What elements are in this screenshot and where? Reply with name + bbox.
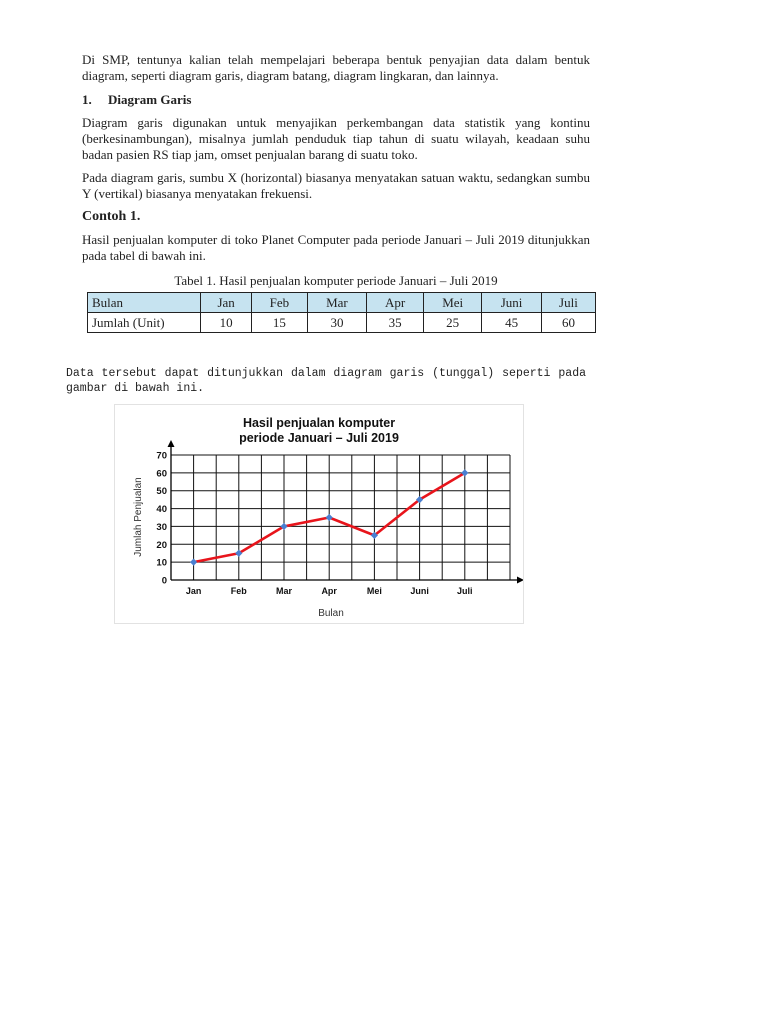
y-tick-label: 20 bbox=[156, 539, 167, 551]
sales-table bbox=[87, 292, 596, 333]
table-header-cell: Bulan bbox=[88, 293, 201, 313]
x-tick-label: Juni bbox=[410, 586, 429, 596]
chart-labels bbox=[133, 416, 473, 619]
x-tick-label: Juli bbox=[457, 586, 473, 596]
table-cell: 30 bbox=[307, 313, 367, 333]
intro-paragraph: Di SMP, tentunya kalian telah mempelajari beberapa bentuk penyajian data dalam bentuk diagram, seperti diagram garis, diagram batang, diagram lingkaran, dan lainnya. bbox=[82, 52, 590, 83]
x-axis-label: Bulan bbox=[318, 608, 344, 619]
example-paragraph: Hasil penjualan komputer di toko Planet Computer pada periode Januari – Juli 2019 ditunjukkan pada tabel di bawah ini. bbox=[82, 232, 590, 263]
table-header-row bbox=[88, 293, 596, 313]
axes-paragraph: Pada diagram garis, sumbu X (horizontal) biasanya menyatakan satuan waktu, sedangkan sumbu Y (vertikal) biasanya menyatakan frekuensi. bbox=[82, 170, 590, 201]
line-chart bbox=[114, 404, 524, 624]
x-tick-label: Jan bbox=[185, 586, 202, 596]
table-caption: Tabel 1. Hasil penjualan komputer periode Januari – Juli 2019 bbox=[174, 273, 498, 288]
document-body bbox=[82, 52, 590, 295]
table-cell: 10 bbox=[201, 313, 252, 333]
chart-title-line-1: Hasil penjualan komputer bbox=[242, 416, 396, 430]
table-row bbox=[88, 313, 596, 333]
y-axis-arrow bbox=[168, 440, 175, 447]
table-header-cell: Juli bbox=[541, 293, 595, 313]
after-table-paragraph: Data tersebut dapat ditunjukkan dalam diagram garis (tunggal) seperti pada gambar di bawah ini. bbox=[66, 367, 586, 395]
table-cell: Jumlah (Unit) bbox=[88, 313, 201, 333]
chart-grid bbox=[171, 455, 510, 580]
x-axis-arrow bbox=[517, 577, 523, 584]
table-cell: 45 bbox=[482, 313, 542, 333]
section-number: 1. bbox=[82, 92, 92, 107]
table-header-cell: Mei bbox=[424, 293, 482, 313]
y-tick-label: 0 bbox=[161, 575, 167, 587]
x-tick-label: Mar bbox=[275, 586, 293, 596]
y-tick-label: 10 bbox=[156, 557, 167, 569]
table-cell: 60 bbox=[541, 313, 595, 333]
table-cell: 15 bbox=[252, 313, 307, 333]
table-header-cell: Apr bbox=[367, 293, 424, 313]
section-title: Diagram Garis bbox=[108, 92, 192, 107]
definition-paragraph: Diagram garis digunakan untuk menyajikan perkembangan data statistik yang kontinu (berkesinambungan), misalnya jumlah penduduk tiap tahun di suatu wilayah, keadaan suhu badan pasien RS tiap jam, omset penjualan barang di suatu toko. bbox=[82, 115, 590, 162]
section-heading bbox=[82, 92, 590, 108]
table-cell: 25 bbox=[424, 313, 482, 333]
y-tick-label: 60 bbox=[156, 468, 167, 480]
y-tick-label: 70 bbox=[156, 450, 167, 462]
y-tick-label: 40 bbox=[156, 504, 167, 516]
table-header-cell: Feb bbox=[252, 293, 307, 313]
table-header-cell: Juni bbox=[482, 293, 542, 313]
line-chart-svg bbox=[115, 405, 523, 623]
y-tick-label: 50 bbox=[156, 486, 167, 498]
data-point bbox=[190, 559, 197, 566]
chart-title-line-2: periode Januari – Juli 2019 bbox=[239, 431, 399, 445]
y-axis-label: Jumlah Penjualan bbox=[133, 477, 144, 557]
table-header-cell: Mar bbox=[307, 293, 367, 313]
x-tick-label: Feb bbox=[230, 586, 247, 596]
y-tick-label: 30 bbox=[156, 521, 167, 533]
table-cell: 35 bbox=[367, 313, 424, 333]
x-tick-label: Mei bbox=[366, 586, 382, 596]
table-header-cell: Jan bbox=[201, 293, 252, 313]
x-tick-label: Apr bbox=[321, 586, 337, 596]
example-title: Contoh 1. bbox=[82, 209, 141, 224]
data-point bbox=[326, 514, 333, 521]
